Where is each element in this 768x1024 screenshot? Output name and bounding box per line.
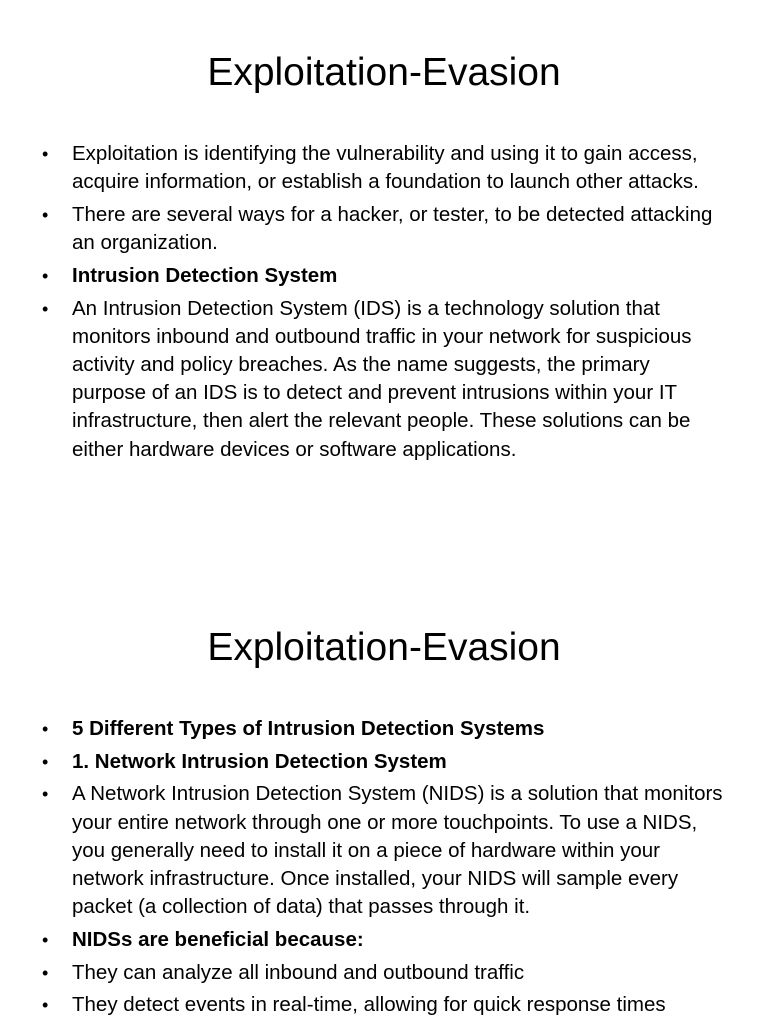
bullet-text: NIDSs are beneficial because:: [72, 927, 364, 951]
bullet-list: [40, 715, 725, 1024]
bullet-dot-icon: •: [42, 962, 49, 983]
bullet-dot-icon: •: [42, 719, 49, 739]
bullet-item: [40, 715, 725, 743]
bullet-text: There are several ways for a hacker, or tester, to be detected attacking an organization.: [72, 202, 713, 255]
bullet-item: [40, 780, 725, 921]
bullet-list: [40, 140, 725, 468]
bullet-item: [40, 926, 725, 954]
slide-title: Exploitation-Evasion: [207, 51, 561, 94]
slide-title: Exploitation-Evasion: [207, 626, 561, 669]
bullet-text: 5 Different Types of Intrusion Detection Systems: [72, 717, 545, 740]
bullet-dot-icon: •: [42, 751, 49, 772]
bullet-dot-icon: •: [42, 995, 49, 1016]
bullet-text: Exploitation is identifying the vulnerability and using it to gain access, acquire information, or establish a foundation to launch other attacks.: [72, 142, 699, 194]
bullet-item: [40, 295, 725, 464]
bullet-text: Intrusion Detection System: [72, 263, 338, 287]
bullet-item: [40, 262, 725, 290]
bullet-dot-icon: •: [42, 204, 49, 225]
bullet-item: [40, 140, 725, 196]
bullet-dot-icon: •: [42, 298, 49, 319]
slide-2: [0, 576, 768, 1024]
bullet-dot-icon: •: [42, 265, 49, 286]
bullet-item: [40, 748, 725, 776]
bullet-text: A Network Intrusion Detection System (NIDS) is a solution that monitors your entire network through one or more touchpoints. To use a NIDS, you generally need to install it on a piece of hardware within your network infrastructure. Once installed, your NIDS will sample every packet (a collection of data) that passes through it.: [72, 782, 723, 919]
bullet-item: [40, 201, 725, 257]
bullet-dot-icon: •: [42, 144, 49, 164]
bullet-text: 1. Network Intrusion Detection System: [72, 749, 447, 773]
bullet-item: [40, 991, 725, 1019]
bullet-text: An Intrusion Detection System (IDS) is a technology solution that monitors inbound and outbound traffic in your network for suspicious activity and policy breaches. As the name suggests, the primary purpose of an IDS is to detect and prevent intrusions within your IT infrastructure, then alert the relevant people. These solutions can be either hardware devices or software applications.: [72, 296, 692, 461]
bullet-dot-icon: •: [42, 784, 49, 805]
bullet-text: They can analyze all inbound and outbound traffic: [72, 960, 525, 984]
bullet-item: [40, 959, 725, 987]
bullet-text: They detect events in real-time, allowing for quick response times: [72, 993, 666, 1017]
bullet-dot-icon: •: [42, 929, 49, 950]
